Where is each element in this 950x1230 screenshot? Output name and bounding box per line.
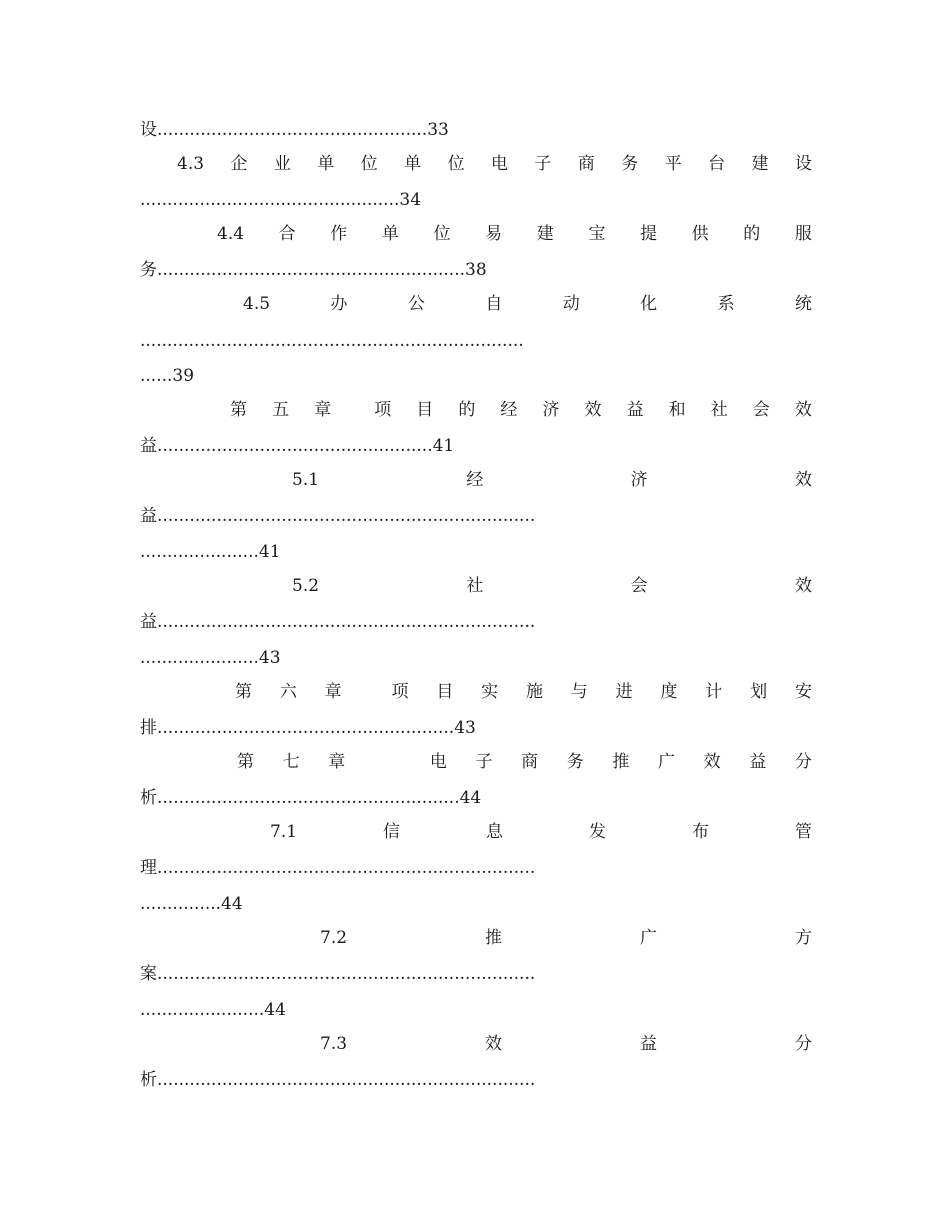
toc-token: 度: [660, 682, 678, 702]
toc-token: 布: [691, 822, 709, 842]
toc-token: 分: [795, 1034, 812, 1054]
toc-entry-4-5: [140, 291, 812, 317]
toc-entry-5-2: [140, 573, 812, 599]
toc-token: 社: [466, 576, 484, 596]
toc-entry-chapter-6: [140, 679, 812, 705]
toc-token: 办: [330, 294, 348, 314]
toc-entry-chapter-5: [140, 397, 812, 423]
toc-line: ......................41: [140, 542, 281, 562]
toc-token: 章: [314, 400, 332, 420]
toc-token: 服: [794, 224, 812, 244]
toc-token: 进: [615, 682, 633, 702]
toc-token: 章: [324, 682, 342, 702]
toc-entry-4-4: [140, 221, 812, 247]
toc-token: 施: [525, 682, 543, 702]
toc-token: 系: [717, 294, 735, 314]
toc-line: .......................44: [140, 1000, 286, 1020]
toc-token: 七: [282, 752, 300, 772]
toc-line: 益......................................................................: [140, 612, 536, 632]
toc-token: 效: [794, 470, 812, 490]
toc-token: 和: [668, 400, 686, 420]
toc-token: 息: [486, 822, 504, 842]
toc-token: 7.3: [320, 1034, 348, 1054]
toc-token: 7.1: [270, 822, 298, 842]
toc-line: .......................................................................: [140, 331, 524, 351]
toc-entry-chapter-7: [140, 749, 812, 775]
toc-token: 4.4: [217, 224, 245, 244]
toc-token: 的: [458, 400, 476, 420]
toc-token: 宝: [588, 224, 606, 244]
toc-token: 作: [330, 224, 348, 244]
toc-token: 与: [570, 682, 588, 702]
toc-token: 商: [577, 154, 595, 174]
toc-token: 5.2: [292, 576, 320, 596]
toc-entry-7-2: [140, 925, 812, 951]
toc-token: 五: [272, 400, 290, 420]
toc-token: 的: [743, 224, 761, 244]
toc-token: 第: [230, 400, 247, 420]
toc-token: 六: [279, 682, 297, 702]
toc-token: 7.2: [320, 928, 348, 948]
toc-entry-4-3: [140, 151, 812, 177]
toc-token: 5.1: [292, 470, 320, 490]
toc-token: 济: [542, 400, 560, 420]
toc-token: 务: [621, 154, 639, 174]
toc-entry-5-1: [140, 467, 812, 493]
toc-token: 4.3: [177, 154, 205, 174]
toc-token: 计: [705, 682, 723, 702]
toc-entry-7-1: [140, 819, 812, 845]
toc-line: ......................43: [140, 648, 281, 668]
toc-token: 社: [710, 400, 728, 420]
toc-line: 益...................................................41: [140, 436, 455, 456]
toc-token: 推: [612, 752, 630, 772]
toc-line: ................................................34: [140, 190, 422, 210]
toc-line: 益......................................................................: [140, 506, 536, 526]
toc-token: 自: [485, 294, 503, 314]
toc-token: 经: [466, 470, 484, 490]
toc-line: 案......................................................................: [140, 964, 536, 984]
toc-line: ...............44: [140, 894, 243, 914]
toc-token: 4.5: [243, 294, 271, 314]
toc-token: 第: [237, 752, 254, 772]
toc-token: 位: [360, 154, 378, 174]
toc-token: 效: [794, 400, 812, 420]
toc-token: 商: [521, 752, 539, 772]
toc-token: 管: [794, 822, 812, 842]
toc-token: 建: [751, 154, 769, 174]
toc-token: 供: [691, 224, 709, 244]
toc-token: 建: [536, 224, 554, 244]
toc-token: 化: [640, 294, 658, 314]
toc-token: 公: [407, 294, 425, 314]
toc-token: 推: [485, 928, 503, 948]
toc-token: 效: [485, 1034, 503, 1054]
toc-token: 经: [500, 400, 518, 420]
toc-line: 析......................................................................: [140, 1070, 536, 1090]
toc-token: 统: [795, 294, 812, 314]
toc-line: 务.........................................................38: [140, 260, 487, 280]
toc-token: 项: [374, 400, 392, 420]
toc-line: 排.......................................................43: [140, 718, 476, 738]
toc-token: 广: [658, 752, 675, 772]
toc-token: 合: [278, 224, 296, 244]
toc-token: 单: [404, 154, 422, 174]
toc-token: 电: [491, 154, 508, 174]
toc-token: 子: [475, 752, 493, 772]
toc-token: 广: [640, 928, 658, 948]
toc-token: 台: [708, 154, 726, 174]
toc-token: 发: [589, 822, 606, 842]
toc-token: 目: [416, 400, 434, 420]
toc-line: ......39: [140, 366, 195, 386]
toc-entry-7-3: [140, 1031, 812, 1057]
toc-token: 业: [273, 154, 291, 174]
toc-token: 动: [562, 294, 580, 314]
toc-token: 效: [794, 576, 812, 596]
toc-token: 方: [795, 928, 812, 948]
toc-line: 理......................................................................: [140, 858, 536, 878]
toc-token: 分: [794, 752, 812, 772]
toc-line: 设..................................................33: [140, 120, 449, 140]
toc-token: 会: [630, 576, 648, 596]
toc-token: 益: [626, 400, 644, 420]
toc-token: 效: [584, 400, 602, 420]
toc-token: 益: [749, 752, 767, 772]
toc-token: 设: [794, 154, 812, 174]
toc-token: 济: [630, 470, 648, 490]
toc-token: 信: [383, 822, 401, 842]
toc-token: 安: [794, 682, 812, 702]
toc-token: 电: [429, 752, 447, 772]
toc-token: 单: [317, 154, 335, 174]
toc-token: 位: [433, 224, 451, 244]
toc-token: 企: [230, 154, 248, 174]
toc-token: 项: [391, 682, 409, 702]
toc-token: 第: [235, 682, 252, 702]
toc-token: 易: [485, 224, 503, 244]
toc-token: 目: [436, 682, 454, 702]
toc-token: 位: [447, 154, 465, 174]
toc-line: 析........................................................44: [140, 788, 482, 808]
toc-token: 务: [566, 752, 584, 772]
toc-token: 平: [664, 154, 682, 174]
toc-token: 划: [750, 682, 768, 702]
toc-token: 提: [640, 224, 658, 244]
toc-token: 益: [640, 1034, 658, 1054]
toc-token: 章: [328, 752, 346, 772]
toc-token: 实: [481, 682, 499, 702]
toc-token: 会: [752, 400, 770, 420]
toc-token: 单: [381, 224, 399, 244]
toc-token: 效: [703, 752, 721, 772]
toc-token: 子: [534, 154, 552, 174]
